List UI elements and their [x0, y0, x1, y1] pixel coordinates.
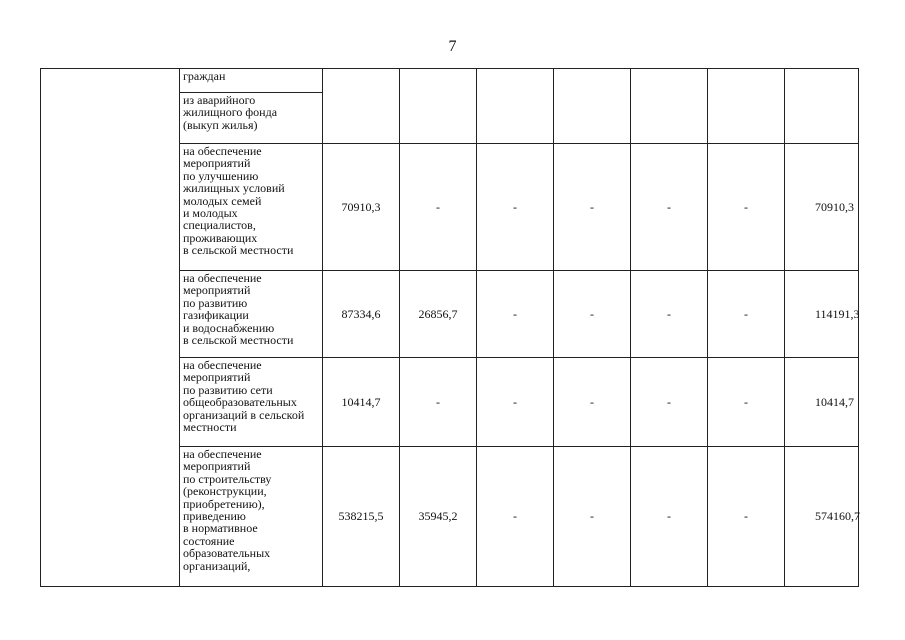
value-cell: -: [400, 144, 477, 271]
text-line: жилищного фонда: [183, 105, 278, 120]
text-line: и водоснабжению: [183, 320, 275, 335]
text-line: по улучшению: [183, 168, 259, 183]
value-cell: -: [477, 358, 554, 447]
value-cell: 87334,6: [323, 271, 400, 358]
text-line: (выкуп жилья): [183, 117, 258, 132]
text-line: приобретению),: [183, 496, 265, 511]
text-line: по строительству: [183, 471, 272, 486]
empty-cell: [477, 69, 554, 144]
text-line: в сельской местности: [183, 243, 294, 258]
desc-cell-grazhdan: [180, 69, 323, 93]
empty-cell: [631, 69, 708, 144]
value-cell: -: [477, 144, 554, 271]
text-line: на обеспечение: [183, 358, 262, 372]
value-cell: 35945,2: [400, 447, 477, 587]
value-cell: -: [631, 271, 708, 358]
text-line: специалистов,: [183, 218, 256, 233]
text-line: молодых семей: [183, 193, 262, 208]
budget-table: [40, 68, 859, 587]
value-cell: -: [631, 447, 708, 587]
left-empty-cell: [41, 69, 180, 587]
value-cell: -: [631, 358, 708, 447]
text-line: по развитию: [183, 295, 248, 310]
value-cell: -: [708, 447, 785, 587]
value-cell: -: [708, 358, 785, 447]
text-line: газификации: [183, 308, 249, 323]
value-cell: -: [400, 358, 477, 447]
empty-cell: [785, 69, 859, 144]
text-line: на обеспечение: [183, 144, 262, 158]
value-cell: -: [554, 144, 631, 271]
desc-cell-stroitelstvo-organizaciy: [180, 447, 323, 587]
text-line: мероприятий: [183, 156, 251, 171]
empty-cell: [400, 69, 477, 144]
text-line: общеобразовательных: [183, 395, 297, 410]
value-cell: -: [477, 271, 554, 358]
text-line: на обеспечение: [183, 271, 262, 285]
text-line: организаций в сельской: [183, 407, 305, 422]
text-line: организаций,: [183, 558, 251, 573]
text-line: мероприятий: [183, 459, 251, 474]
value-cell: -: [708, 144, 785, 271]
desc-cell-avariyny-fond: [180, 93, 323, 144]
value-cell: -: [554, 358, 631, 447]
text-line: образовательных: [183, 546, 271, 561]
value-cell: -: [708, 271, 785, 358]
total-cell: 70910,3: [785, 144, 859, 271]
text-line: граждан: [183, 69, 226, 83]
text-line: мероприятий: [183, 283, 251, 298]
empty-cell: [708, 69, 785, 144]
text-line: на обеспечение: [183, 447, 262, 461]
text-line: приведению: [183, 509, 246, 524]
text-line: мероприятий: [183, 370, 251, 385]
text-line: (реконструкции,: [183, 484, 267, 499]
total-cell: 10414,7: [785, 358, 859, 447]
value-cell: 538215,5: [323, 447, 400, 587]
text-line: местности: [183, 420, 237, 435]
value-cell: 10414,7: [323, 358, 400, 447]
text-line: жилищных условий: [183, 181, 285, 196]
value-cell: 70910,3: [323, 144, 400, 271]
value-cell: -: [477, 447, 554, 587]
value-cell: 26856,7: [400, 271, 477, 358]
text-line: и молодых: [183, 206, 238, 221]
text-line: по развитию сети: [183, 382, 273, 397]
empty-cell: [323, 69, 400, 144]
text-line: состояние: [183, 533, 235, 548]
value-cell: -: [631, 144, 708, 271]
desc-cell-gazifikaciya: [180, 271, 323, 358]
text-line: из аварийного: [183, 93, 256, 107]
page-number: 7: [448, 38, 457, 55]
total-cell: 114191,3: [785, 271, 859, 358]
value-cell: -: [554, 447, 631, 587]
value-cell: -: [554, 271, 631, 358]
desc-cell-obrazovatelnye-seti: [180, 358, 323, 447]
empty-cell: [554, 69, 631, 144]
desc-cell-molodye-semi: [180, 144, 323, 271]
text-line: проживающих: [183, 230, 258, 245]
total-cell: 574160,7: [785, 447, 859, 587]
text-line: в нормативное: [183, 521, 258, 536]
text-line: в сельской местности: [183, 333, 294, 348]
